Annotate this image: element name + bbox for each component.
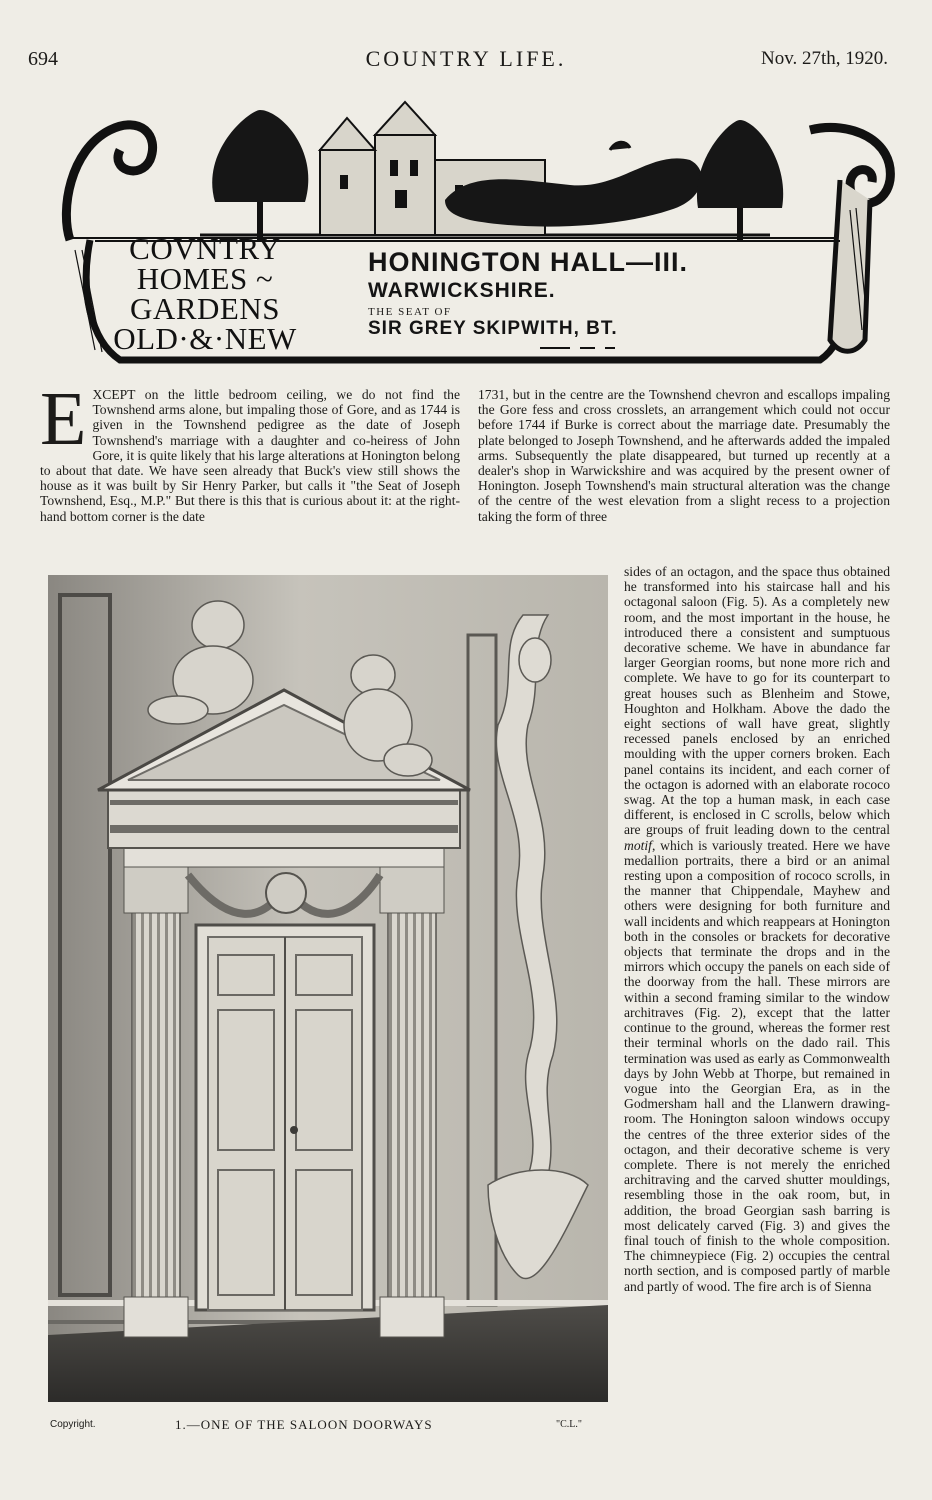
article-county: WARWICKSHIRE. xyxy=(368,279,556,302)
article-column-2: 1731, but in the centre are the Townshend chevron and escallops impaling the Gore fess and cross crosslets, an arrangement which could not occur before 1744 if Burke is correct about the marriage date. Presumably the plate belonged to Joseph Townshend, and he afterwards added the impaled arms. Subsequently the plate disappeared, but turned up recently at a dealer's shop in Warwickshire and was acquired by the present owner of Honington. Joseph Townshend's main structural alteration was the change of the centre of the west elevation from a slight recess to a projection taking the form of three xyxy=(478,387,890,524)
column-3-text-a: sides of an octagon, and the space thus obtained he transformed into his staircase hall and his octagonal saloon (Fig. 5). As a completely new room, and the most important in the house, he introduced there a consistent and sumptuous decorative scheme. We have in abundance far larger Georgian rooms, but none more rich and complete. We have to go for its counterpart to great houses such as Blenheim and Stowe, Houghton and Holkham. Above the dado the eight sections of wall have great, slightly recessed panels enclosed by an enriched moulding with the upper corners broken. Each panel contains its incident, and each corner of the octagon is adorned with an elaborate rococo swag. At the top a human mask, in each case different, is enclosed in C scrolls, below which are groups of fruit leading down to the central xyxy=(624,564,890,838)
drop-cap: E xyxy=(40,377,87,461)
page-number: 694 xyxy=(28,48,58,70)
figure-caption: 1.—ONE OF THE SALOON DOORWAYS xyxy=(175,1417,433,1432)
motif-italic: motif xyxy=(624,837,652,853)
issue-date: Nov. 27th, 1920. xyxy=(760,48,888,69)
photo-credit: "C.L." xyxy=(556,1419,582,1430)
copyright-label: Copyright. xyxy=(50,1419,96,1430)
article-column-1 xyxy=(40,377,460,524)
seat-of-label: THE SEAT OF xyxy=(368,306,452,318)
column-3-text-b: , which is variously treated. Here we have medallion portraits, there a bird or an animal resting upon a composition of rococo scrolls, in the manner that Chippendale, Mayhew and others were designing for both furniture and wall incidents and which reappears at Honington both in the consoles or brackets for decorative objects that terminate the drops and in the mirrors which occupy the panels on each side of the doorway from the hall. These mirrors are within a second framing similar to the window architraves (Fig. 2), except that the latter continue to the ground, whereas the former rest their terminal whorls on the dado rail. This termination was used as early as Commonwealth days by John Webb at Thorpe, but remained in vogue into the Georgian Era, as in the Godmersham hall and the Llanwern drawing-room. The Honington saloon windows occupy the centres of the three exterior sides of the octagon, and their decorative scheme is very complete. There is not merely the enriched architraving and the carved shutter mouldings, resembling those in the oak room, but, in addition, the broad Georgian sash barring is most delicately carved (Fig. 3) and gives the final touch of finish to the whole composition. The chimneypiece (Fig. 2) occupies the central north section, and is composed partly of marble and partly of wood. The fire arch is of Sienna xyxy=(624,837,890,1294)
series-line: GARDENS xyxy=(130,291,280,326)
series-line: OLD·&·NEW xyxy=(113,321,297,356)
saloon-doorway-photo xyxy=(48,575,608,1402)
series-line: HOMES ~ xyxy=(136,261,274,296)
article-column-3 xyxy=(624,564,890,1294)
article-title: HONINGTON HALL—III. xyxy=(368,247,688,277)
magazine-title: COUNTRY LIFE. xyxy=(365,46,567,71)
series-line: COVNTRY xyxy=(129,231,281,266)
article-owner: SIR GREY SKIPWITH, BT. xyxy=(368,318,618,339)
column-1-text: XCEPT on the little bedroom ceiling, we do not find the Townshend arms alone, but impaling those of Gore, and as 1744 is given in the Townshend pedigree as the date of Joseph Townshend's marriage with a daughter and co-heiress of John Gore, it is quite likely that his large alterations at Honington belong to about that date. We have seen already that Buck's view still shows the house as it was built by Sir Henry Parker, but calls it "the Seat of Joseph Townshend, Esq., M.P." But there is this that is curious about it: at the right-hand bottom corner is the date xyxy=(40,387,460,524)
series-title xyxy=(60,231,350,356)
